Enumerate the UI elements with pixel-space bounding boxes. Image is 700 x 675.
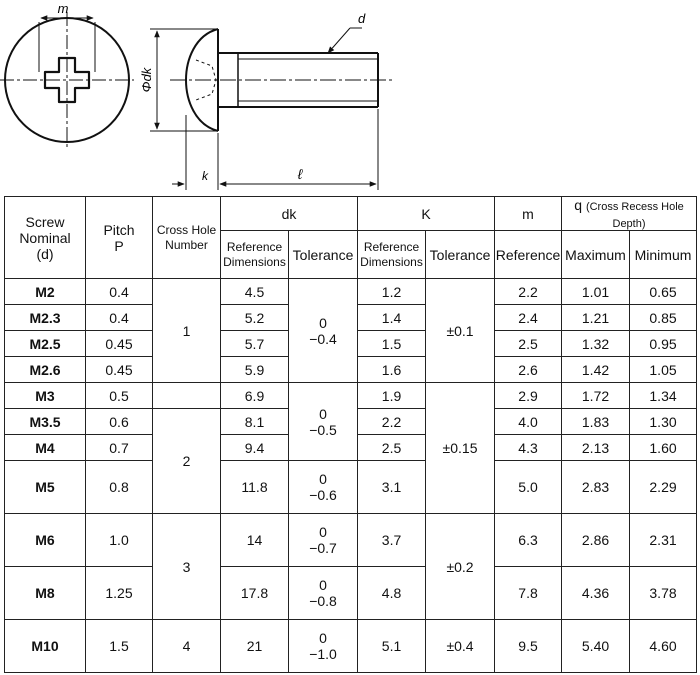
dk-tolerance-cell: 0 −0.8 <box>289 567 358 620</box>
table-row <box>5 620 697 673</box>
cross-hole-cell: 2 <box>153 409 221 514</box>
k-tolerance-cell: ±0.4 <box>426 620 495 673</box>
pitch-cell: 0.45 <box>86 357 153 383</box>
header-dk-reference: Reference Dimensions <box>221 231 289 279</box>
dk-cell: 5.2 <box>221 305 289 331</box>
k-tolerance-cell: ±0.1 <box>426 279 495 383</box>
q-min-cell: 2.31 <box>630 514 697 567</box>
dk-cell: 5.7 <box>221 331 289 357</box>
m-cell: 9.5 <box>495 620 562 673</box>
cross-hole-cell: 3 <box>153 514 221 620</box>
spec-table <box>4 196 697 673</box>
k-cell: 5.1 <box>358 620 426 673</box>
size-cell: M6 <box>5 514 86 567</box>
k-cell: 2.2 <box>358 409 426 435</box>
size-cell: M8 <box>5 567 86 620</box>
table-row <box>5 567 697 620</box>
dk-cell: 17.8 <box>221 567 289 620</box>
k-cell: 1.2 <box>358 279 426 305</box>
pitch-cell: 0.7 <box>86 435 153 461</box>
dk-cell: 9.4 <box>221 435 289 461</box>
header-k-tolerance: Tolerance <box>426 231 495 279</box>
k-cell: 2.5 <box>358 435 426 461</box>
size-cell: M3.5 <box>5 409 86 435</box>
k-tolerance-cell: ±0.2 <box>426 514 495 620</box>
dk-tolerance-cell: 0 −0.6 <box>289 461 358 514</box>
header-pitch: Pitch P <box>86 197 153 279</box>
dk-tolerance-cell: 0 −0.4 <box>289 279 358 383</box>
cross-hole-cell: 1 <box>153 279 221 383</box>
q-min-cell: 0.95 <box>630 331 697 357</box>
size-cell: M2.5 <box>5 331 86 357</box>
k-cell: 3.1 <box>358 461 426 514</box>
screw-side-view <box>170 29 395 131</box>
dk-cell: 4.5 <box>221 279 289 305</box>
q-min-cell: 3.78 <box>630 567 697 620</box>
length-dimensions <box>172 109 378 190</box>
m-cell: 2.9 <box>495 383 562 409</box>
header-q: q (Cross Recess Hole Depth) <box>562 197 697 231</box>
dk-cell: 6.9 <box>221 383 289 409</box>
table-row <box>5 514 697 567</box>
dk-cell: 21 <box>221 620 289 673</box>
header-screw-nominal: Screw Nominal (d) <box>5 197 86 279</box>
m-cell: 2.5 <box>495 331 562 357</box>
m-cell: 5.0 <box>495 461 562 514</box>
q-min-cell: 0.85 <box>630 305 697 331</box>
header-m-reference: Reference <box>495 231 562 279</box>
k-cell: 1.6 <box>358 357 426 383</box>
q-max-cell: 1.72 <box>562 383 630 409</box>
q-max-cell: 1.42 <box>562 357 630 383</box>
m-cell: 4.0 <box>495 409 562 435</box>
q-max-cell: 1.01 <box>562 279 630 305</box>
d-label: d <box>358 11 366 26</box>
dk-tolerance-cell: 0 −0.7 <box>289 514 358 567</box>
d-dimension <box>328 11 366 53</box>
m-label: m <box>57 1 69 16</box>
size-cell: M10 <box>5 620 86 673</box>
pitch-cell: 0.8 <box>86 461 153 514</box>
m-cell: 4.3 <box>495 435 562 461</box>
m-cell: 7.8 <box>495 567 562 620</box>
table-row <box>5 279 697 305</box>
q-min-cell: 1.34 <box>630 383 697 409</box>
k-cell: 4.8 <box>358 567 426 620</box>
pitch-cell: 0.5 <box>86 383 153 409</box>
dk-label: Φdk <box>139 67 154 93</box>
size-cell: M2.3 <box>5 305 86 331</box>
q-min-cell: 0.65 <box>630 279 697 305</box>
k-tolerance-cell: ±0.15 <box>426 383 495 514</box>
head-top-view <box>0 1 134 148</box>
q-min-cell: 4.60 <box>630 620 697 673</box>
header-m: m <box>495 197 562 231</box>
dk-cell: 14 <box>221 514 289 567</box>
q-max-cell: 2.86 <box>562 514 630 567</box>
header-q-minimum: Minimum <box>630 231 697 279</box>
q-max-cell: 1.21 <box>562 305 630 331</box>
length-label: ℓ <box>297 166 303 182</box>
pitch-cell: 1.0 <box>86 514 153 567</box>
q-max-cell: 2.13 <box>562 435 630 461</box>
pitch-cell: 1.5 <box>86 620 153 673</box>
header-dk-tolerance: Tolerance <box>289 231 358 279</box>
q-max-cell: 1.83 <box>562 409 630 435</box>
k-cell: 3.7 <box>358 514 426 567</box>
q-min-cell: 2.29 <box>630 461 697 514</box>
size-cell: M5 <box>5 461 86 514</box>
size-cell: M2 <box>5 279 86 305</box>
q-max-cell: 2.83 <box>562 461 630 514</box>
q-max-cell: 4.36 <box>562 567 630 620</box>
q-max-cell: 5.40 <box>562 620 630 673</box>
dk-tolerance-cell: 0 −0.5 <box>289 383 358 461</box>
k-cell: 1.4 <box>358 305 426 331</box>
pitch-cell: 1.25 <box>86 567 153 620</box>
size-cell: M4 <box>5 435 86 461</box>
m-cell: 2.4 <box>495 305 562 331</box>
pitch-cell: 0.4 <box>86 279 153 305</box>
m-cell: 2.6 <box>495 357 562 383</box>
header-q-maximum: Maximum <box>562 231 630 279</box>
screw-technical-drawing <box>0 0 700 195</box>
dk-cell: 5.9 <box>221 357 289 383</box>
pitch-cell: 0.45 <box>86 331 153 357</box>
table-row <box>5 383 697 409</box>
dk-tolerance-cell: 0 −1.0 <box>289 620 358 673</box>
header-k: K <box>358 197 495 231</box>
pitch-cell: 0.6 <box>86 409 153 435</box>
q-max-cell: 1.32 <box>562 331 630 357</box>
header-cross-hole: Cross Hole Number <box>153 197 221 279</box>
cross-hole-cell: 4 <box>153 620 221 673</box>
dk-cell: 11.8 <box>221 461 289 514</box>
header-dk: dk <box>221 197 358 231</box>
size-cell: M2.6 <box>5 357 86 383</box>
k-label: k <box>202 169 208 183</box>
k-cell: 1.5 <box>358 331 426 357</box>
k-cell: 1.9 <box>358 383 426 409</box>
pitch-cell: 0.4 <box>86 305 153 331</box>
q-min-cell: 1.60 <box>630 435 697 461</box>
cross-hole-cell-empty <box>153 383 221 409</box>
size-cell: M3 <box>5 383 86 409</box>
header-k-reference: Reference Dimensions <box>358 231 426 279</box>
dk-cell: 8.1 <box>221 409 289 435</box>
m-cell: 2.2 <box>495 279 562 305</box>
table-row <box>5 461 697 514</box>
q-min-cell: 1.30 <box>630 409 697 435</box>
m-cell: 6.3 <box>495 514 562 567</box>
q-min-cell: 1.05 <box>630 357 697 383</box>
